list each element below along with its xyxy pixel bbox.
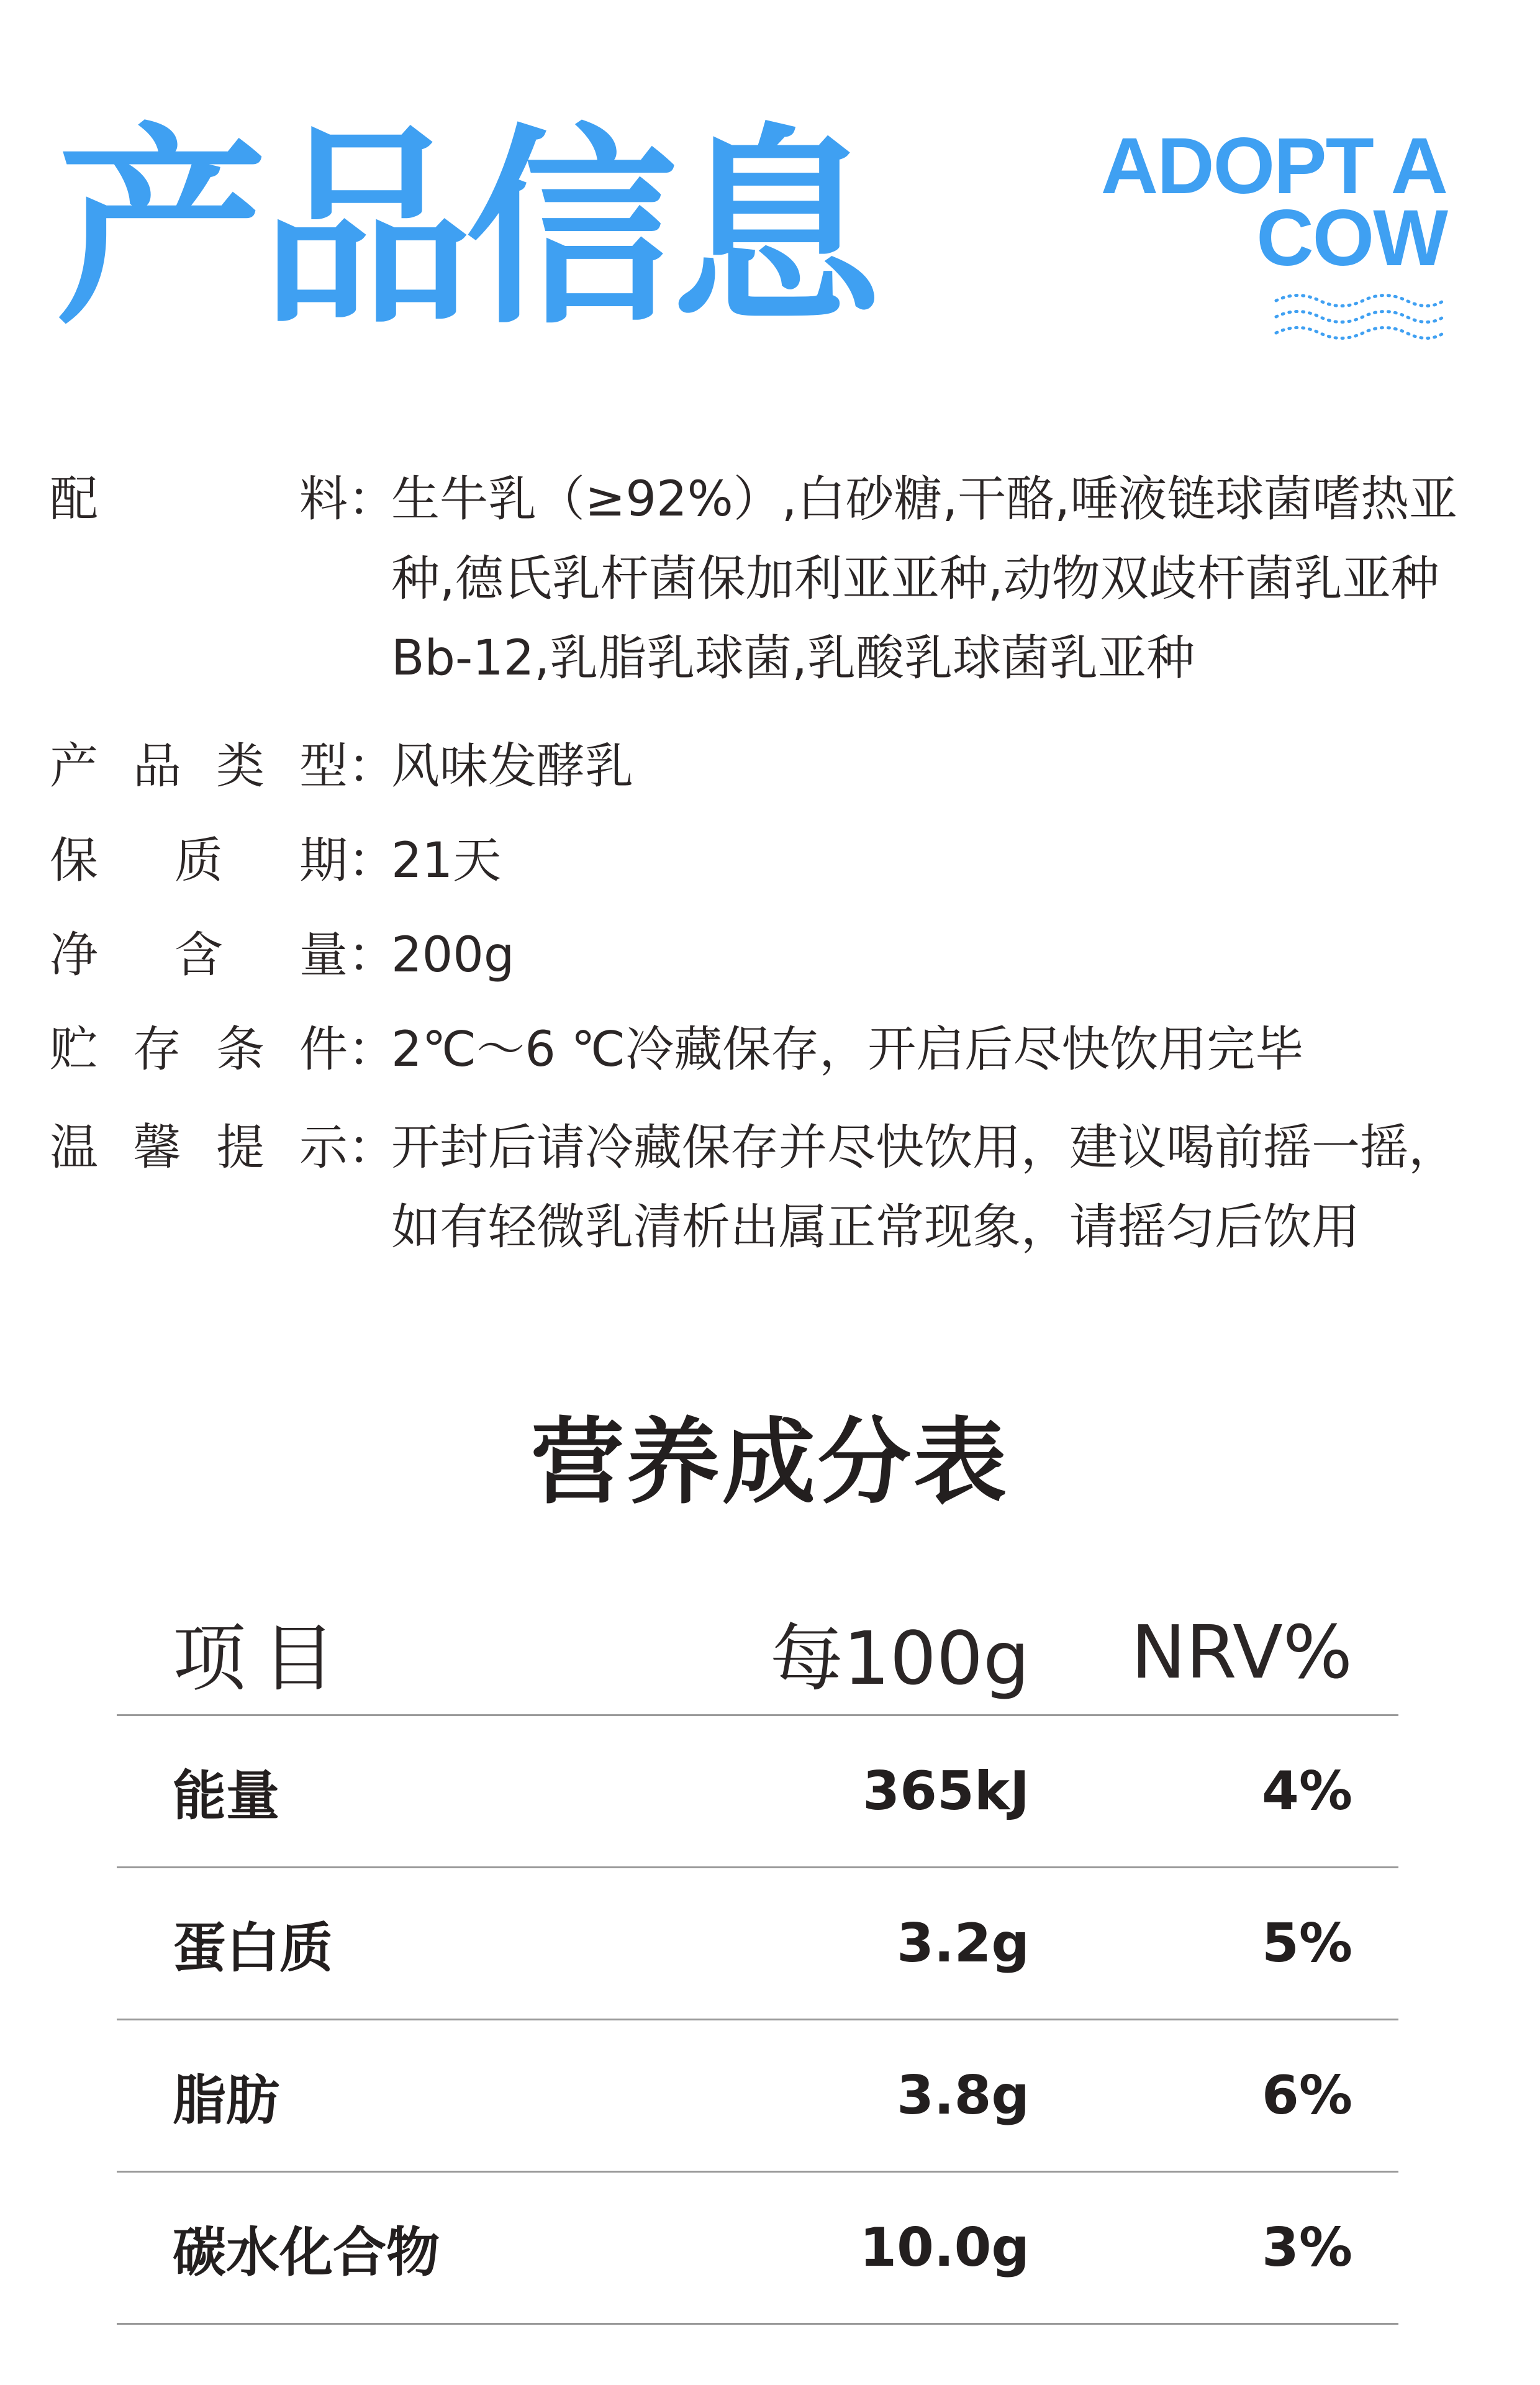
product-info-list	[50, 460, 1503, 1267]
info-row-shelf-life	[50, 821, 1503, 901]
table-row	[117, 2173, 1398, 2325]
row-per-100g: 3.8g	[897, 2065, 1030, 2127]
info-label-product-type: 产 品 类 型	[50, 738, 348, 794]
info-label-shelf-life: 保 质 期	[50, 833, 348, 889]
wave-decoration-icon	[1273, 287, 1447, 343]
table-row	[117, 2020, 1398, 2173]
info-value-shelf-life: 21天	[391, 833, 502, 889]
nutrition-header-row	[117, 1590, 1398, 1716]
info-colon: ：	[348, 738, 397, 794]
info-row-ingredients	[50, 460, 1503, 698]
row-per-100g: 3.2g	[897, 1912, 1030, 1974]
info-value-storage: 2℃～6 ℃冷藏保存，开启后尽快饮用完毕	[391, 1022, 1304, 1078]
nutrition-title: 营养成分表	[530, 1409, 1009, 1517]
info-colon: ：	[348, 471, 397, 527]
info-row-net-content	[50, 915, 1503, 995]
brand-logo	[1099, 122, 1447, 283]
brand-line-1: ADOPT A	[1100, 122, 1447, 211]
info-label-net-content: 净 含 量	[50, 927, 348, 983]
info-row-storage	[50, 1010, 1503, 1089]
info-value-net-content: 200g	[391, 927, 515, 983]
info-colon: ：	[348, 1022, 397, 1078]
row-item-protein: 蛋白质	[173, 1917, 333, 1979]
row-nrv: 4%	[1261, 1760, 1352, 1822]
info-colon: ：	[348, 927, 397, 983]
brand-line-2: COW	[1256, 194, 1447, 283]
info-row-tips	[50, 1108, 1503, 1267]
row-item-energy: 能量	[173, 1765, 279, 1827]
info-value-tips: 开封后请冷藏保存并尽快饮用，建议喝前摇一摇，如有轻微乳清析出属正常现象，请摇匀后饮用	[391, 1120, 1457, 1255]
row-nrv: 6%	[1261, 2065, 1352, 2127]
table-row	[117, 1716, 1398, 1868]
page-title: 产品信息	[56, 107, 876, 353]
row-per-100g: 365kJ	[863, 1760, 1030, 1822]
header-per-100g: 每100g	[769, 1615, 1030, 1701]
info-value-ingredients: 生牛乳（≥92%）,白砂糖,干酪,唾液链球菌嗜热亚种,德氏乳杆菌保加利亚亚种,动物双歧杆菌乳亚种Bb-12,乳脂乳球菌,乳酸乳球菌乳亚种	[391, 471, 1458, 686]
row-item-carbohydrate: 碳水化合物	[173, 2222, 440, 2284]
info-label-tips: 温 馨 提 示	[50, 1120, 348, 1176]
info-label-ingredients: 配 料	[50, 471, 348, 527]
nutrition-table	[117, 1590, 1398, 2325]
header-item: 项目	[173, 1615, 352, 1701]
header-nrv: NRV%	[1131, 1609, 1352, 1695]
info-colon: ：	[348, 1120, 397, 1176]
info-value-product-type: 风味发酵乳	[391, 738, 634, 794]
info-row-product-type	[50, 727, 1503, 806]
info-label-storage: 贮 存 条 件	[50, 1022, 348, 1078]
info-colon: ：	[348, 833, 397, 889]
row-nrv: 3%	[1261, 2217, 1352, 2279]
row-nrv: 5%	[1261, 1912, 1352, 1974]
table-row	[117, 1868, 1398, 2020]
row-item-fat: 脂肪	[173, 2069, 279, 2132]
row-per-100g: 10.0g	[859, 2217, 1030, 2279]
